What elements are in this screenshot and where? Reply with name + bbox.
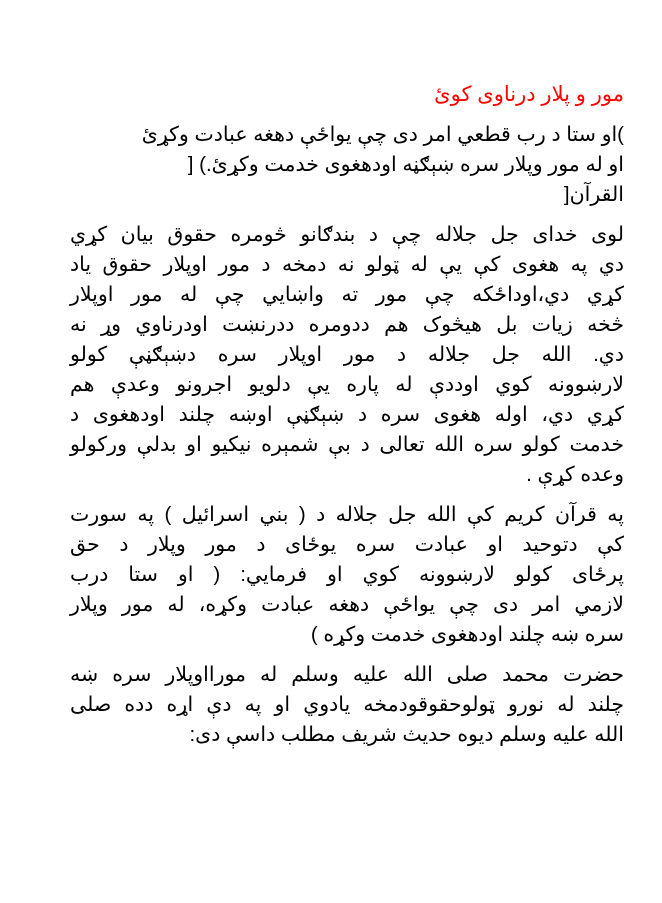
paragraph-line: کړي دي،اوداځکه چې مور ته واښایي چې له مور اوپلار [70,283,624,306]
paragraph-line: په قرآن کریم کې الله جل جلاله د ( بني اسرائیل ) په سورت [70,503,624,526]
paragraph-line: )او ستا د رب قطعي امر دی چې یواځې دهغه عبادت وکړئ [141,123,624,146]
paragraph-line: دي. الله جل جلاله د مور اوپلار سره دښېګڼې کولو [70,343,624,366]
paragraph-line: الله علیه وسلم دیوه حدیث شریف مطلب داسې دی: [189,723,624,746]
paragraph-line: لازمي امر دی چې یواځې دهغه عبادت وکړه، له مور وپلار [70,593,624,616]
paragraph-line: سره ښه چلند اودهغوی خدمت وکړه ) [310,623,624,646]
paragraph-line: دي په هغوی کې يې له ټولو نه دمخه د مور اوپلار حقوق یاد [70,253,624,276]
paragraph-line: کې دتوحید او عبادت سره یوځای د مور وپلار د حق [70,533,624,556]
paragraph-line: القرآن[ [563,183,624,206]
verse-paragraph [70,120,624,210]
paragraph-line: خدمت کولو سره الله تعالی د بې شمېره نیکیو او بدلې ورکولو [70,433,624,456]
paragraph-line: پرځای کولو لارښوونه کوي او فرمايي: ( او ستا درب [70,563,624,586]
paragraph-line: او له مور وپلار سره ښېګڼه اودهغوی خدمت وکړئ.) [ [187,153,624,176]
hadith-paragraph [70,660,624,750]
paragraph-line: کړي دي، اوله هغوی سره د ښېګڼې اوښه چلند اودهغوی د [70,403,624,426]
paragraph-line: حضرت محمد صلی الله علیه وسلم له مورااوپلار سره ښه [70,663,624,686]
document-title: مور و پلار درناوی کوئ [434,83,624,106]
body-paragraph [70,220,624,490]
paragraph-line: چلند له نورو ټولوحقوقودمخه یادوي او په دې اړه دده صلی [70,693,624,716]
quran-reference-paragraph [70,500,624,650]
paragraph-line: لارښوونه کوي اوددې له پاره یې دلويو اجرونو وعدې هم [70,373,624,396]
paragraph-line: څخه زیات بل هیڅوک هم ددومره ددرنښت اودرناوي وړ نه [70,313,624,336]
paragraph-line: وعده کړې . [526,463,624,486]
document-page [70,80,624,760]
paragraph-line: لوی خدای جل جلاله چې د بندګانو څومره حقوق بیان کړي [70,223,624,246]
